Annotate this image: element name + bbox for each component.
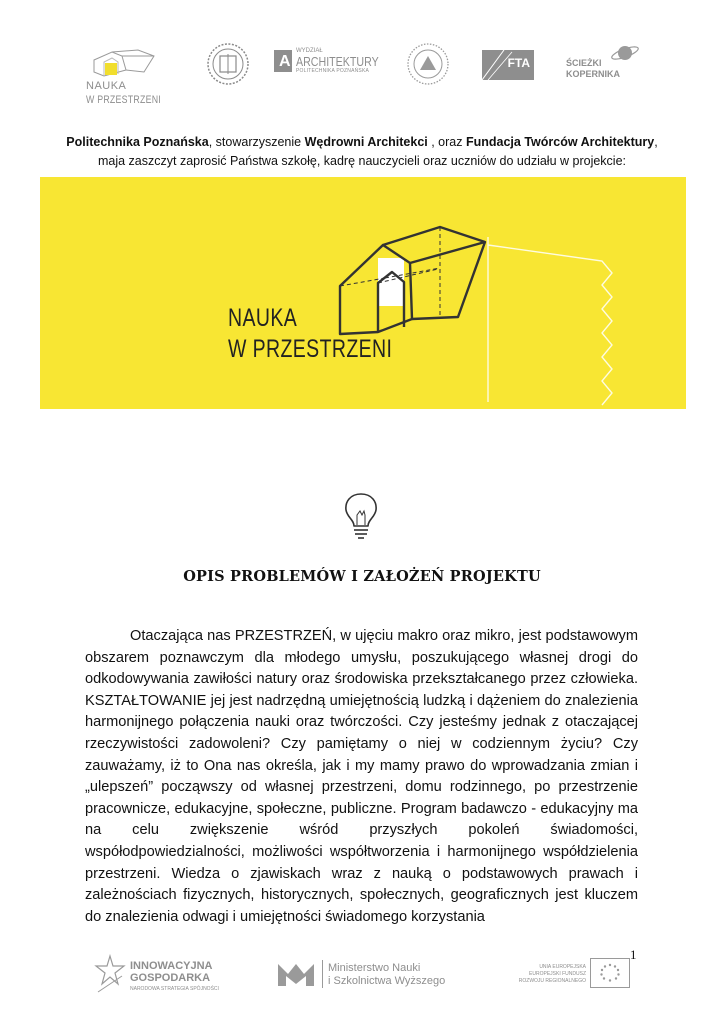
ig-line1: INNOWACYJNA <box>130 960 213 972</box>
eu-flag-icon <box>590 958 630 988</box>
intro-org1: Politechnika Poznańska <box>66 135 209 149</box>
ig-line3: NARODOWA STRATEGIA SPÓJNOŚCI <box>130 986 219 992</box>
house-logo-icon <box>86 42 186 82</box>
intro-line1 <box>40 133 684 152</box>
intro-mid2: , oraz <box>427 135 466 149</box>
intro-org3: Fundacja Twórców Architektury <box>465 135 655 149</box>
sciezki-line1: ŚCIEŻKI <box>566 58 602 68</box>
eu-logo <box>512 958 632 992</box>
banner-title-line2: W PRZESTRZENI <box>228 335 393 363</box>
fta-text: FTA <box>507 56 530 70</box>
architektury-sub: POLITECHNIKA POZNAŃSKA <box>296 68 370 74</box>
eu-line1: UNIA EUROPEJSKA <box>539 964 586 970</box>
intro-mid1: , stowarzyszenie <box>208 135 305 149</box>
project-banner <box>40 177 686 409</box>
section-heading: OPIS PROBLEMÓW I ZAŁOŻEŃ PROJEKTU <box>183 568 541 585</box>
innowacyjna-gospodarka-logo <box>94 954 244 996</box>
section-paragraph: Otaczająca nas PRZESTRZEŃ, w ujęciu makro oraz mikro, jest podstawowym obszarem poznawczym dla młodego umysłu, poszukującego własnej drogi do odkodowywania zawiłości natury oraz środowiska przekształcanego przez człowieka. KSZTAŁTOWANIE jej jest nadrzędną umiejętnością ludzką i dążeniem do znalezienia harmonijnego połączenia nauki oraz twórczości. Czy jesteśmy jednak z otaczającej rzeczywistości zadowoleni? Czy pamiętamy o niej w codziennym życiu? Czy zauważamy, iż to Ona nas określa, jak i my mamy prawo do wprowadzania zmian i „ulepszeń” począwszy od własnej przestrzeni, domu rodzinnego, po przestrzenie pracownicze, edukacyjne, społeczne, publiczne. Program badawczo - edukacyjny ma na celu zwiększenie wśród przyszłych pokoleń świadomości, współodpowiedzialności, możliwości współtworzenia i harmonijnego współdzielenia przestrzeni. Wiedza o zjawiskach wraz z nauką o podstawowych prawach i zależnościach fizycznych, historycznych, społecznych, geograficznych jest kluczem do znalezienia odwagi i umiejętności świadomego korzystania <box>85 628 638 925</box>
nauka-logo-line1: NAUKA <box>86 80 127 92</box>
intro-org2: Wędrowni Architekci <box>304 135 428 149</box>
banner-title-line1: NAUKA <box>228 304 298 332</box>
fta-logo <box>482 50 534 80</box>
architektury-big: ARCHITEKTURY <box>296 54 379 69</box>
nauka-logo-line2: W PRZESTRZENI <box>86 94 161 106</box>
footer-logos <box>0 952 724 1002</box>
architektury-logo: A WYDZIAŁ ARCHITEKTURY POLITECHNIKA POZNAŃSKA <box>274 50 384 80</box>
politechnika-seal-logo <box>206 42 250 86</box>
sciezki-line2: KOPERNIKA <box>566 69 621 79</box>
wedrowni-seal-logo <box>406 42 450 86</box>
house-logo-icon <box>40 177 686 409</box>
nauka-logo <box>86 42 186 108</box>
intro-end1: , <box>654 135 658 149</box>
ig-line2: GOSPODARKA <box>130 972 211 984</box>
mn-line1: Ministerstwo Nauki <box>328 962 421 974</box>
eu-line3: ROZWOJU REGIONALNEGO <box>518 978 586 984</box>
banner-title <box>228 303 392 365</box>
ministerstwo-nauki-logo <box>276 958 456 992</box>
eu-line2: EUROPEJSKI FUNDUSZ <box>529 971 586 977</box>
section-body <box>85 626 638 928</box>
lightbulb-icon <box>340 489 382 541</box>
sciezki-kopernika-logo <box>566 42 646 82</box>
header-logos <box>0 38 724 108</box>
architektury-small: WYDZIAŁ <box>296 48 323 54</box>
page-number: 1 <box>630 947 637 962</box>
intro-line2: maja zaszczyt zaprosić Państwa szkołę, kadrę nauczycieli oraz uczniów do udziału w projekcie: <box>97 154 626 168</box>
mn-line2: i Szkolnictwa Wyższego <box>328 975 446 987</box>
intro-text <box>40 133 684 171</box>
